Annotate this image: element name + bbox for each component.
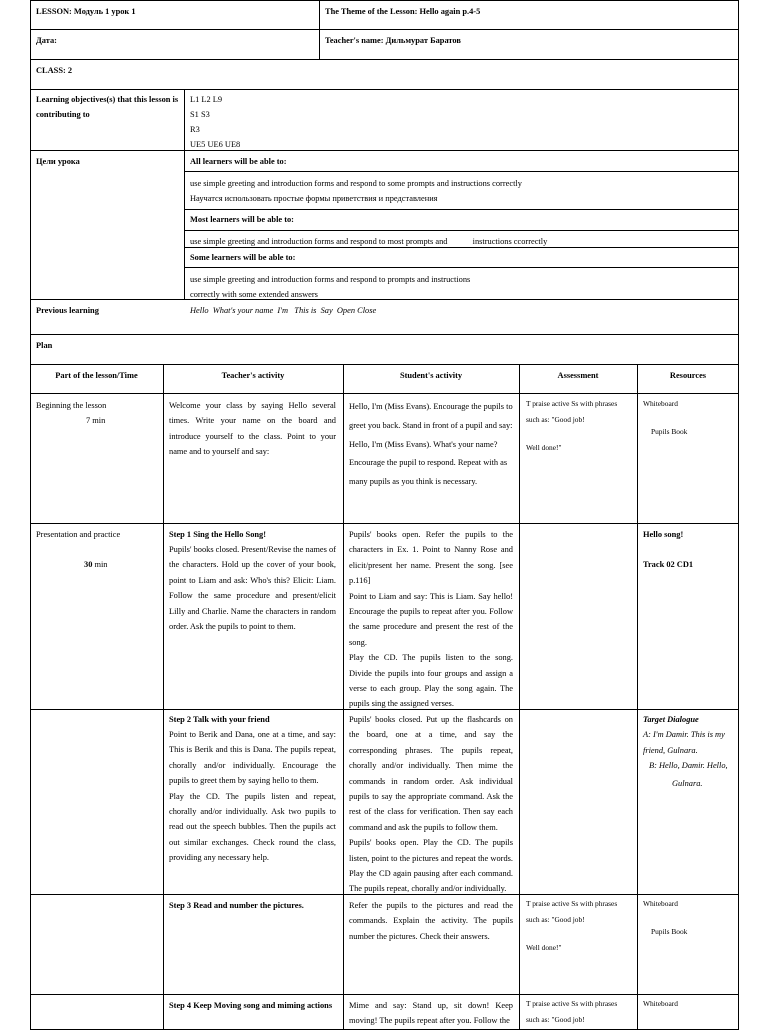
dialogue-line: friend, Gulnara.: [643, 746, 698, 755]
assessment-text: T praise active Ss with phrases: [526, 899, 618, 908]
aims-label: Цели урока: [36, 157, 80, 166]
lesson-title: LESSON: Модуль 1 урок 1: [36, 7, 136, 16]
assessment-text: T praise active Ss with phrases: [526, 999, 618, 1008]
dialogue-line: A: I'm Damir. This is my: [643, 730, 725, 739]
lesson-theme: The Theme of the Lesson: Hello again p.4-5: [325, 7, 481, 16]
part-name: Beginning the lesson: [36, 401, 107, 410]
objective-code: S1 S3: [190, 110, 210, 119]
column-header-teacher: Teacher's activity: [221, 371, 285, 380]
teacher-activity: Welcome your class by saying Hello several times. Write your name on the board and introduce yourself to the class. Point to your name and to yourself and say:: [169, 401, 336, 457]
target-dialogue-title: Target Dialogue: [643, 715, 699, 724]
column-header-resources: Resources: [669, 371, 707, 380]
resource-item: Pupils Book: [651, 427, 688, 436]
most-learners-text: use simple greeting and introduction forms and respond to most prompts and instructions ccorrectly: [190, 237, 548, 246]
date-label: Дата:: [36, 36, 57, 45]
student-activity: Mime and say: Stand up, sit down! Keep moving! The pupils repeat after you. Follow the: [349, 1001, 513, 1026]
resource-item: Track 02 CD1: [643, 560, 694, 569]
previous-learning-text: Hello What's your name I'm This is Say Open Close: [190, 306, 377, 315]
assessment-text: Well done!": [526, 943, 562, 952]
resource-item: Whiteboard: [643, 999, 678, 1008]
assessment-text: Well done!": [526, 443, 562, 452]
part-time: 7 min: [86, 416, 106, 425]
student-activity: Refer the pupils to the pictures and read the commands. Explain the activity. The pupils number the pictures. Check their answers.: [349, 901, 513, 941]
assessment-text: such as: "Good job!: [526, 1015, 585, 1024]
most-learners-heading: Most learners will be able to:: [190, 215, 294, 224]
resource-item: Pupils Book: [651, 927, 688, 936]
class-label: CLASS: 2: [36, 66, 73, 75]
objectives-label: Learning objectives(s) that this lesson is contributing to: [36, 95, 179, 120]
resource-item: Hello song!: [643, 530, 684, 539]
assessment-text: such as: "Good job!: [526, 915, 585, 924]
teacher-name: Teacher's name: Дильмурат Баратов: [325, 36, 461, 45]
previous-learning-label: Previous learning: [36, 306, 99, 315]
plan-label: Plan: [36, 341, 53, 350]
teacher-activity: Point to Berik and Dana, one at a time, and say: This is Berik and this is Dana. The pupils repeat, chorally and/or individually. Encourage the pupils to greet them by saying hello to them. Play the CD. The pupils listen and repeat, chorally and/or individually. Ask two pupils to read out the speech bubbles. Then the pupils act out similar exchanges. Check round the class, providing any necessary help.: [169, 730, 336, 863]
column-header-assessment: Assessment: [557, 371, 599, 380]
resource-item: Whiteboard: [643, 899, 678, 908]
objective-code: UE5 UE6 UE8: [190, 140, 241, 149]
all-learners-text-ru: Научатся использовать простые формы приветствия и представления: [190, 194, 438, 203]
teacher-activity: Pupils' books closed. Present/Revise the names of the characters. Hold up the cover of your book, point to Liam and ask: Who's this? Elicit: Liam. Follow the same procedure and present/elicit Lilly and Charlie. Name the characters in random order. Ask the pupils to point to them.: [169, 545, 336, 632]
some-learners-heading: Some learners will be able to:: [190, 253, 296, 262]
assessment-text: such as: "Good job!: [526, 415, 585, 424]
some-learners-text: use simple greeting and introduction forms and respond to prompts and instructions: [190, 275, 471, 284]
dialogue-line: B: Hello, Damir. Hello,: [649, 761, 728, 770]
column-header-part: Part of the lesson/Time: [55, 371, 138, 380]
step-title: Step 1 Sing the Hello Song!: [169, 530, 267, 539]
column-header-student: Student's activity: [399, 371, 463, 380]
objective-code: R3: [190, 125, 200, 134]
objective-code: L1 L2 L9: [190, 95, 223, 104]
step-title: Step 3 Read and number the pictures.: [169, 901, 304, 910]
step-title: Step 4 Keep Moving song and miming actions: [169, 1001, 333, 1010]
all-learners-text: use simple greeting and introduction forms and respond to some prompts and instructions correctly: [190, 179, 522, 188]
all-learners-heading: All learners will be able to:: [190, 157, 287, 166]
student-activity: Hello, I'm (Miss Evans). Encourage the pupils to greet you back. Stand in front of a pupil and say: Hello, I'm (Miss Evans). What's your name? Encourage the pupil to respond. Repeat with as many pupils as you think is necessary.: [349, 402, 513, 487]
part-name: Presentation and practice: [36, 530, 121, 539]
step-title: Step 2 Talk with your friend: [169, 715, 270, 724]
assessment-text: T praise active Ss with phrases: [526, 399, 618, 408]
student-activity: Pupils' books open. Refer the pupils to the characters in Ex. 1. Point to Nanny Rose and elicit/present her name. Present the song. [see p.116] Point to Liam and say: This is Liam. Say hello! Encourage the pupils to repeat after you. Follow the same procedure and present the rest of the song. Play the CD. The pupils listen to the song. Divide the pupils into four groups and assign a verse to each group. Play the song again. The pupils sing the assigned verses.: [349, 530, 513, 709]
some-learners-text: correctly with some extended answers: [190, 290, 318, 299]
part-time: 30 min: [84, 560, 108, 569]
resource-item: Whiteboard: [643, 399, 678, 408]
student-activity: Pupils' books closed. Put up the flashcards on the board, one at a time, and say the corresponding phrases. The pupils repeat, chorally and/or individually. Then mime the commands in random order. Ask individual pupils to say the appropriate command. Ask the rest of the class for verification. Then say each command and ask the pupils to follow them. Pupils' books open. Play the CD. The pupils listen, point to the pictures and repeat the words. Play the CD again pausing after each command. The pupils repeat, chorally and/or individually.: [349, 715, 513, 894]
dialogue-line: Gulnara.: [672, 779, 703, 788]
